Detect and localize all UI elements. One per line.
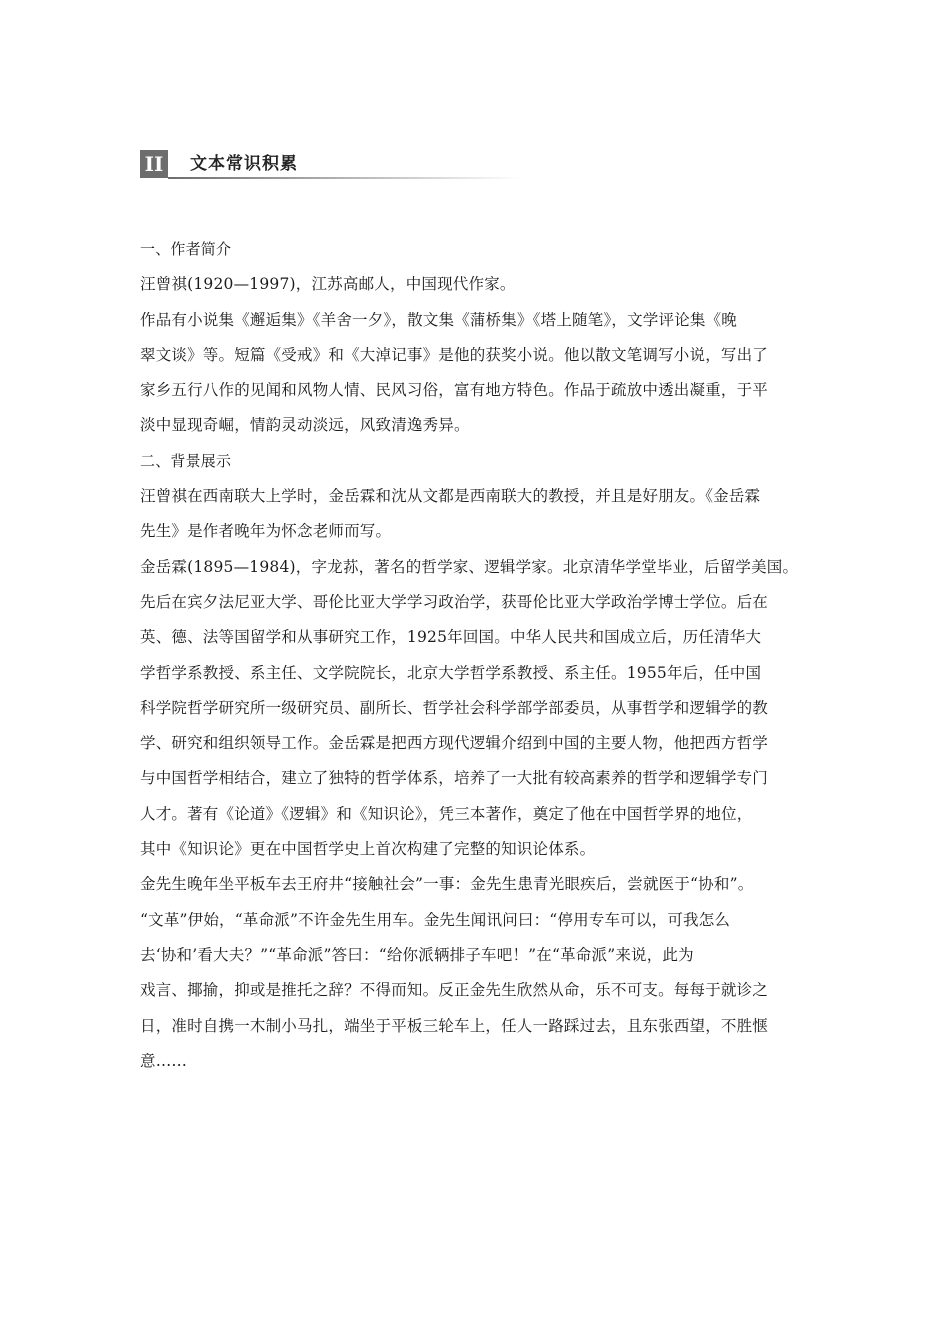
document-body: [140, 232, 820, 1079]
text-line: 意……: [140, 1051, 188, 1070]
section-number-badge: II: [140, 150, 168, 178]
text-line: 先后在宾夕法尼亚大学、哥伦比亚大学学习政治学，获哥伦比亚大学政治学博士学位。后在: [140, 592, 769, 611]
text-line: 日，准时自携一木制小马扎，端坐于平板三轮车上，任人一路踩过去，且东张西望，不胜惬: [140, 1016, 769, 1035]
section-heading-author: 一、作者简介: [140, 240, 232, 258]
text-line: 戏言、揶揄，抑或是推托之辞？不得而知。反正金先生欣然从命，乐不可支。每每于就诊之: [140, 981, 769, 1000]
text-line: 去‘协和’看大夫？”“革命派”答曰：“给你派辆排子车吧！”在“革命派”来说，此为: [140, 945, 694, 964]
text-line: 与中国哲学相结合，建立了独特的哲学体系，培养了一大批有较高素养的哲学和逻辑学专门: [140, 769, 769, 788]
text-line: 学、研究和组织领导工作。金岳霖是把西方现代逻辑介绍到中国的主要人物，他把西方哲学: [140, 734, 769, 753]
text-line: 淡中显现奇崛，情韵灵动淡远，风致清逸秀异。: [140, 416, 470, 435]
section-header: [140, 150, 520, 180]
text-line: 汪曾祺在西南联大上学时，金岳霖和沈从文都是西南联大的教授，并且是好朋友。《金岳霖: [140, 487, 761, 506]
text-line: “文革”伊始，“革命派”不许金先生用车。金先生闻讯问曰：“停用专车可以，可我怎么: [140, 910, 731, 929]
text-line: 英、德、法等国留学和从事研究工作，1925年回国。中华人民共和国成立后，历任清华大: [140, 628, 762, 647]
text-line: 金岳霖(1895—1984)，字龙荪，著名的哲学家、逻辑学家。北京清华学堂毕业，后留学美国。: [140, 557, 799, 576]
text-line: 先生》是作者晚年为怀念老师而写。: [140, 522, 392, 541]
section-heading-background: 二、背景展示: [140, 451, 232, 470]
text-line: 科学院哲学研究所一级研究员、副所长、哲学社会科学部学部委员，从事哲学和逻辑学的教: [140, 698, 769, 717]
text-line: 家乡五行八作的见闻和风物人情、民风习俗，富有地方特色。作品于疏放中透出凝重，于平: [140, 381, 769, 400]
text-line: 汪曾祺(1920—1997)，江苏高邮人，中国现代作家。: [140, 275, 516, 294]
section-title: 文本常识积累: [190, 154, 298, 174]
text-line: 翠文谈》等。短篇《受戒》和《大淖记事》是他的获奖小说。他以散文笔调写小说，写出了: [140, 345, 769, 364]
text-line: 其中《知识论》更在中国哲学史上首次构建了完整的知识论体系。: [140, 840, 596, 859]
text-line: 作品有小说集《邂逅集》《羊舍一夕》，散文集《蒲桥集》《塔上随笔》，文学评论集《晚: [140, 310, 738, 329]
text-line: 学哲学系教授、系主任、文学院院长，北京大学哲学系教授、系主任。1955年后，任中国: [140, 663, 762, 682]
text-line: 人才。著有《论道》《逻辑》和《知识论》，凭三本著作，奠定了他在中国哲学界的地位，: [140, 804, 753, 823]
text-line: 金先生晚年坐平板车去王府井“接触社会”一事：金先生患青光眼疾后，尝就医于“协和”。: [140, 875, 754, 894]
